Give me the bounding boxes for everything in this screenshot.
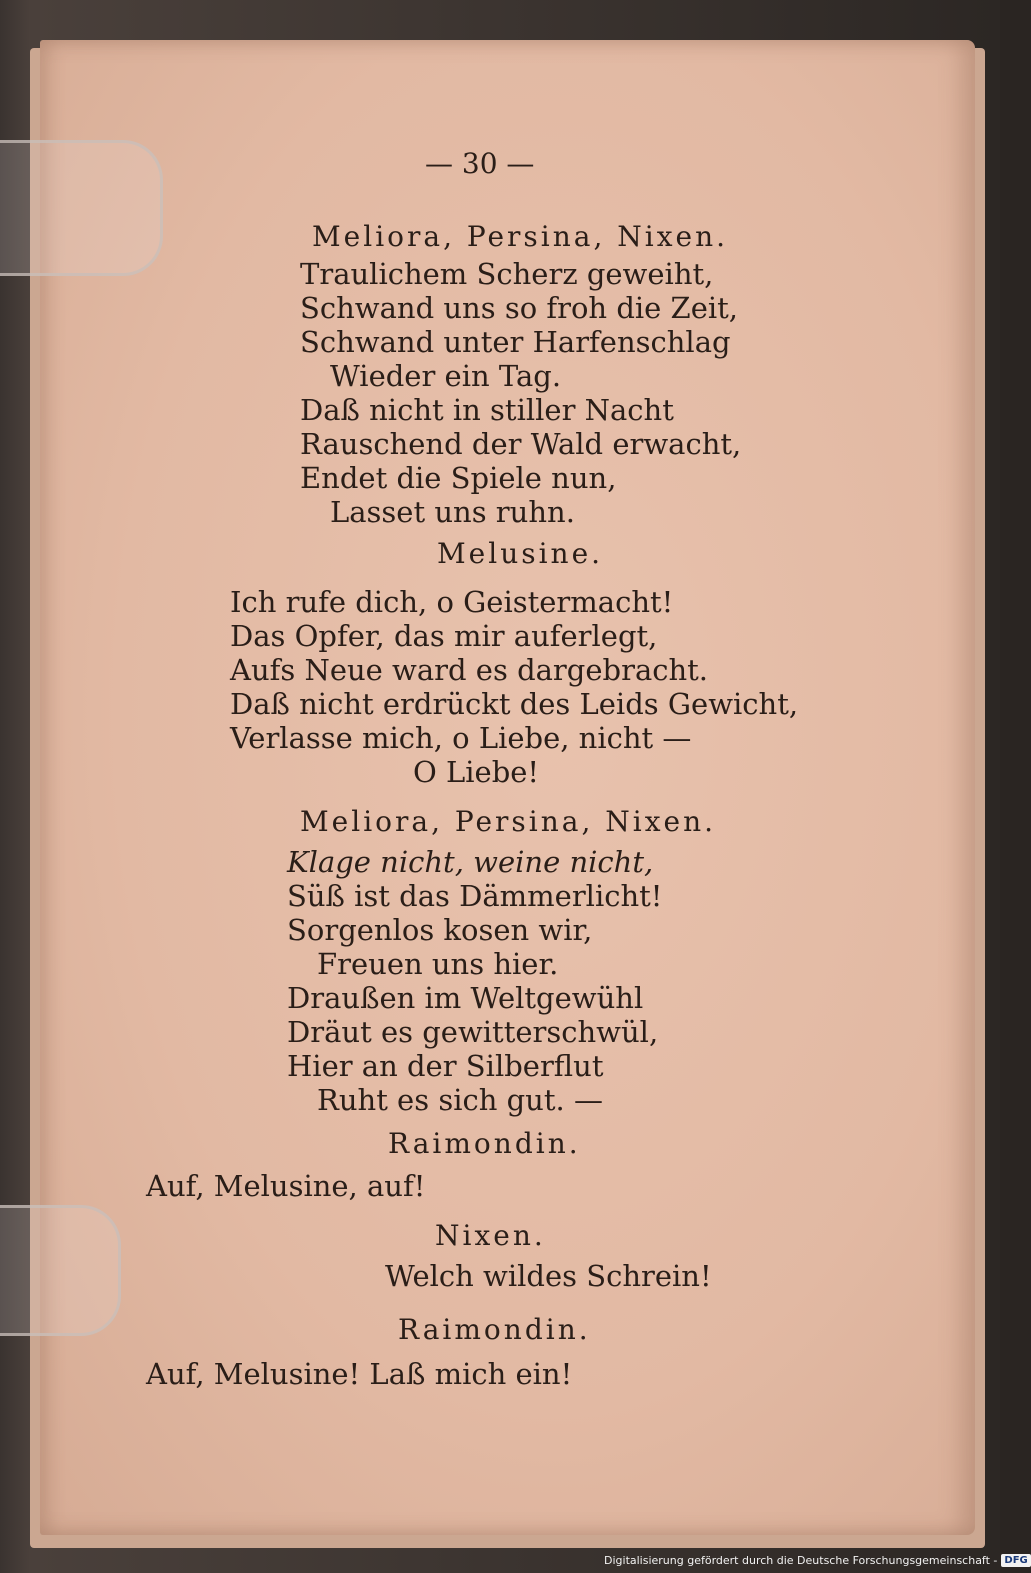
verse-line: Daß nicht erdrückt des Leids Gewicht, bbox=[230, 687, 799, 721]
page-number: — 30 — bbox=[425, 147, 535, 180]
verse-line: Auf, Melusine, auf! bbox=[146, 1169, 426, 1203]
speaker-label: Meliora, Persina, Nixen. bbox=[300, 805, 717, 838]
verse-line: Das Opfer, das mir auferlegt, bbox=[230, 619, 658, 653]
page-clip bbox=[0, 140, 163, 276]
verse-line: Freuen uns hier. bbox=[317, 947, 559, 981]
verse-line: Schwand uns so froh die Zeit, bbox=[300, 291, 739, 325]
book-page bbox=[40, 40, 975, 1535]
verse-line: Süß ist das Dämmerlicht! bbox=[287, 879, 663, 913]
verse-line: Sorgenlos kosen wir, bbox=[287, 913, 593, 947]
verse-line: Ich rufe dich, o Geistermacht! bbox=[230, 585, 674, 619]
verse-line: Endet die Spiele nun, bbox=[300, 461, 617, 495]
verse-line: Draußen im Weltgewühl bbox=[287, 981, 644, 1015]
speaker-label: Raimondin. bbox=[388, 1127, 581, 1160]
verse-line: Aufs Neue ward es dargebracht. bbox=[230, 653, 709, 687]
verse-line: Wieder ein Tag. bbox=[330, 359, 562, 393]
page-clip bbox=[0, 1205, 121, 1336]
verse-line: Schwand unter Harfenschlag bbox=[300, 325, 731, 359]
digitization-credit bbox=[604, 1551, 1031, 1569]
speaker-label: Nixen. bbox=[435, 1219, 546, 1252]
verse-line: Verlasse mich, o Liebe, nicht — bbox=[230, 721, 692, 755]
verse-line: Welch wildes Schrein! bbox=[385, 1259, 712, 1293]
verse-line: Klage nicht, weine nicht, bbox=[287, 845, 654, 879]
verse-line: Ruht es sich gut. — bbox=[317, 1083, 603, 1117]
verse-line: Daß nicht in stiller Nacht bbox=[300, 393, 674, 427]
dfg-logo: DFG bbox=[1001, 1554, 1030, 1567]
verse-line: Dräut es gewitterschwül, bbox=[287, 1015, 659, 1049]
credit-text: Digitalisierung gefördert durch die Deutsche Forschungsgemeinschaft - bbox=[604, 1553, 998, 1567]
verse-line: Traulichem Scherz geweiht, bbox=[300, 257, 714, 291]
speaker-label: Melusine. bbox=[437, 537, 604, 570]
verse-line: Hier an der Silberflut bbox=[287, 1049, 604, 1083]
verse-line: Lasset uns ruhn. bbox=[330, 495, 575, 529]
verse-line: Auf, Melusine! Laß mich ein! bbox=[146, 1357, 573, 1391]
verse-line: O Liebe! bbox=[413, 755, 540, 789]
speaker-label: Meliora, Persina, Nixen. bbox=[312, 220, 729, 253]
verse-line: Rauschend der Wald erwacht, bbox=[300, 427, 742, 461]
speaker-label: Raimondin. bbox=[398, 1313, 591, 1346]
